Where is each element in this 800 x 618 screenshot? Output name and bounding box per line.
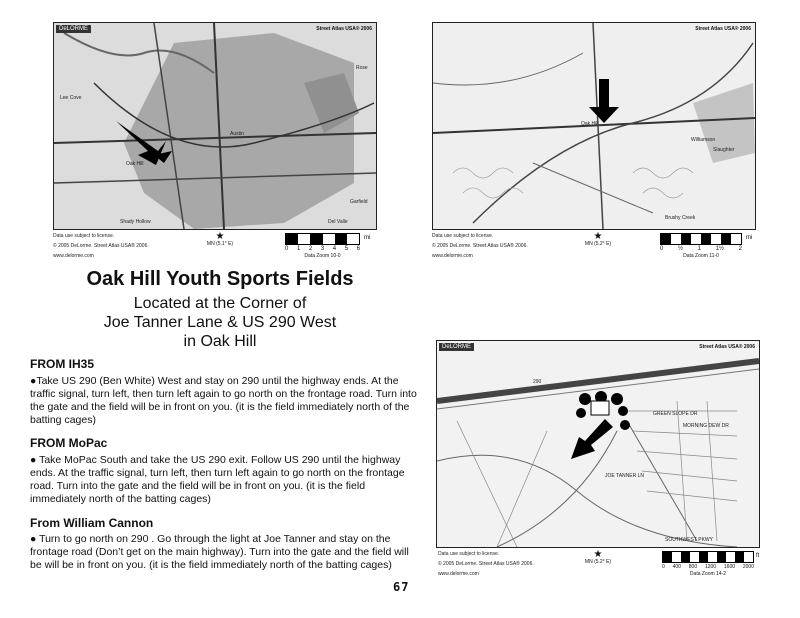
section-heading-william-cannon: From William Cannon xyxy=(30,516,154,530)
map-label-morning-dew: MORNING DEW DR xyxy=(683,423,729,429)
scale-unit: mi xyxy=(364,235,371,241)
map-label-rose: Rose xyxy=(356,65,368,71)
north-arrow: ★ MN (5.2° E) xyxy=(578,550,618,565)
map-label-290: 290 xyxy=(533,379,542,385)
atlas-label: Street Atlas USA® 2006 xyxy=(316,26,372,32)
map-oak-hill-area xyxy=(432,22,756,230)
scale-bar: 0 400 800 1200 1600 2000 Data Zoom 14-2 xyxy=(662,551,754,577)
map-detail-graphic xyxy=(437,341,759,547)
map-label-lee-cove: Lee Cove xyxy=(60,95,82,101)
directions-ih35: ●Take US 290 (Ben White) West and stay on 290 until the highway ends. At the traffic signal, turn left, then turn left again to go north on the frontage road. Turn into the gate and the field will be in front on you. (it is the field immediately north of the batting cages) xyxy=(30,375,417,426)
map-label-austin: Austin xyxy=(230,131,244,137)
map-label-williamson: Williamson xyxy=(691,137,716,143)
map-label-oak-hill: Oak Hill xyxy=(126,161,144,167)
north-arrow: ★ MN (5.2° E) xyxy=(578,232,618,247)
atlas-label: Street Atlas USA® 2006 xyxy=(699,344,755,350)
star-icon: ★ xyxy=(593,231,603,242)
subtitle-line-2: Joe Tanner Lane & US 290 West xyxy=(103,314,337,331)
star-icon: ★ xyxy=(593,549,603,560)
map-1-footer: Data use subject to license. © 2005 DeLorme. Street Atlas USA® 2006. www.delorme.com xyxy=(53,233,149,259)
delorme-logo: DeLORME xyxy=(439,343,474,351)
atlas-label: Street Atlas USA® 2006 xyxy=(695,26,751,32)
map-austin-overview xyxy=(53,22,377,230)
directions-mopac: ● Take MoPac South and take the US 290 exit. Follow US 290 until the highway ends. At the traffic signal, turn left, then turn left again to go north on the frontage road. Turn into the gate and the field will be in front on you. (it is the field immediately north of the batting cages) xyxy=(30,454,405,505)
map-label-joe-tanner: JOE TANNER LN xyxy=(605,473,644,479)
scale-bar: 0 1 2 3 4 5 6 Data Zoom 10-0 xyxy=(285,233,360,259)
scale-bar: 0 ½ 1 1½ 2 Data Zoom 11-0 xyxy=(660,233,742,259)
star-icon: ★ xyxy=(215,231,225,242)
map-label-garfield: Garfield xyxy=(350,199,368,205)
map-sports-fields-detail xyxy=(436,340,760,548)
map-label-shady-hollow: Shady Hollow xyxy=(120,219,151,225)
scale-unit: mi xyxy=(746,235,753,241)
page-title: Oak Hill Youth Sports Fields xyxy=(86,268,354,290)
section-heading-mopac: FROM MoPac xyxy=(30,436,108,450)
subtitle-line-1: Located at the Corner of xyxy=(133,295,307,312)
map-3-footer: Data use subject to license. © 2005 DeLorme. Street Atlas USA® 2006. www.delorme.com xyxy=(438,551,534,577)
map-label-brushy-creek: Brushy Creek xyxy=(665,215,696,221)
map-2-footer: Data use subject to license. © 2005 DeLorme. Street Atlas USA® 2006. www.delorme.com xyxy=(432,233,528,259)
directions-william-cannon: ● Turn to go north on 290 . Go through the light at Joe Tanner and stay on the frontage road (Don’t get on the main highway). Turn into the gate and the field will be will be in front on you. (it is the field immediately north of the batting cages) xyxy=(30,533,409,571)
scale-unit: ft xyxy=(756,553,760,559)
map-label-oak-hill: Oak Hill xyxy=(581,121,599,127)
map-label-southwest-pkwy: SOUTHWEST PKWY xyxy=(665,537,713,543)
north-arrow: ★ MN (5.1° E) xyxy=(200,232,240,247)
map-label-slaughter: Slaughter xyxy=(713,147,735,153)
section-heading-ih35: FROM IH35 xyxy=(30,357,95,371)
map-label-del-valle: Del Valle xyxy=(328,219,348,225)
page-number: 67 xyxy=(393,580,410,594)
map-label-green-slope: GREEN SLOPE DR xyxy=(653,411,698,417)
subtitle-line-3: in Oak Hill xyxy=(183,333,257,350)
map-austin-graphic xyxy=(54,23,376,229)
delorme-logo: DeLORME xyxy=(56,25,91,33)
